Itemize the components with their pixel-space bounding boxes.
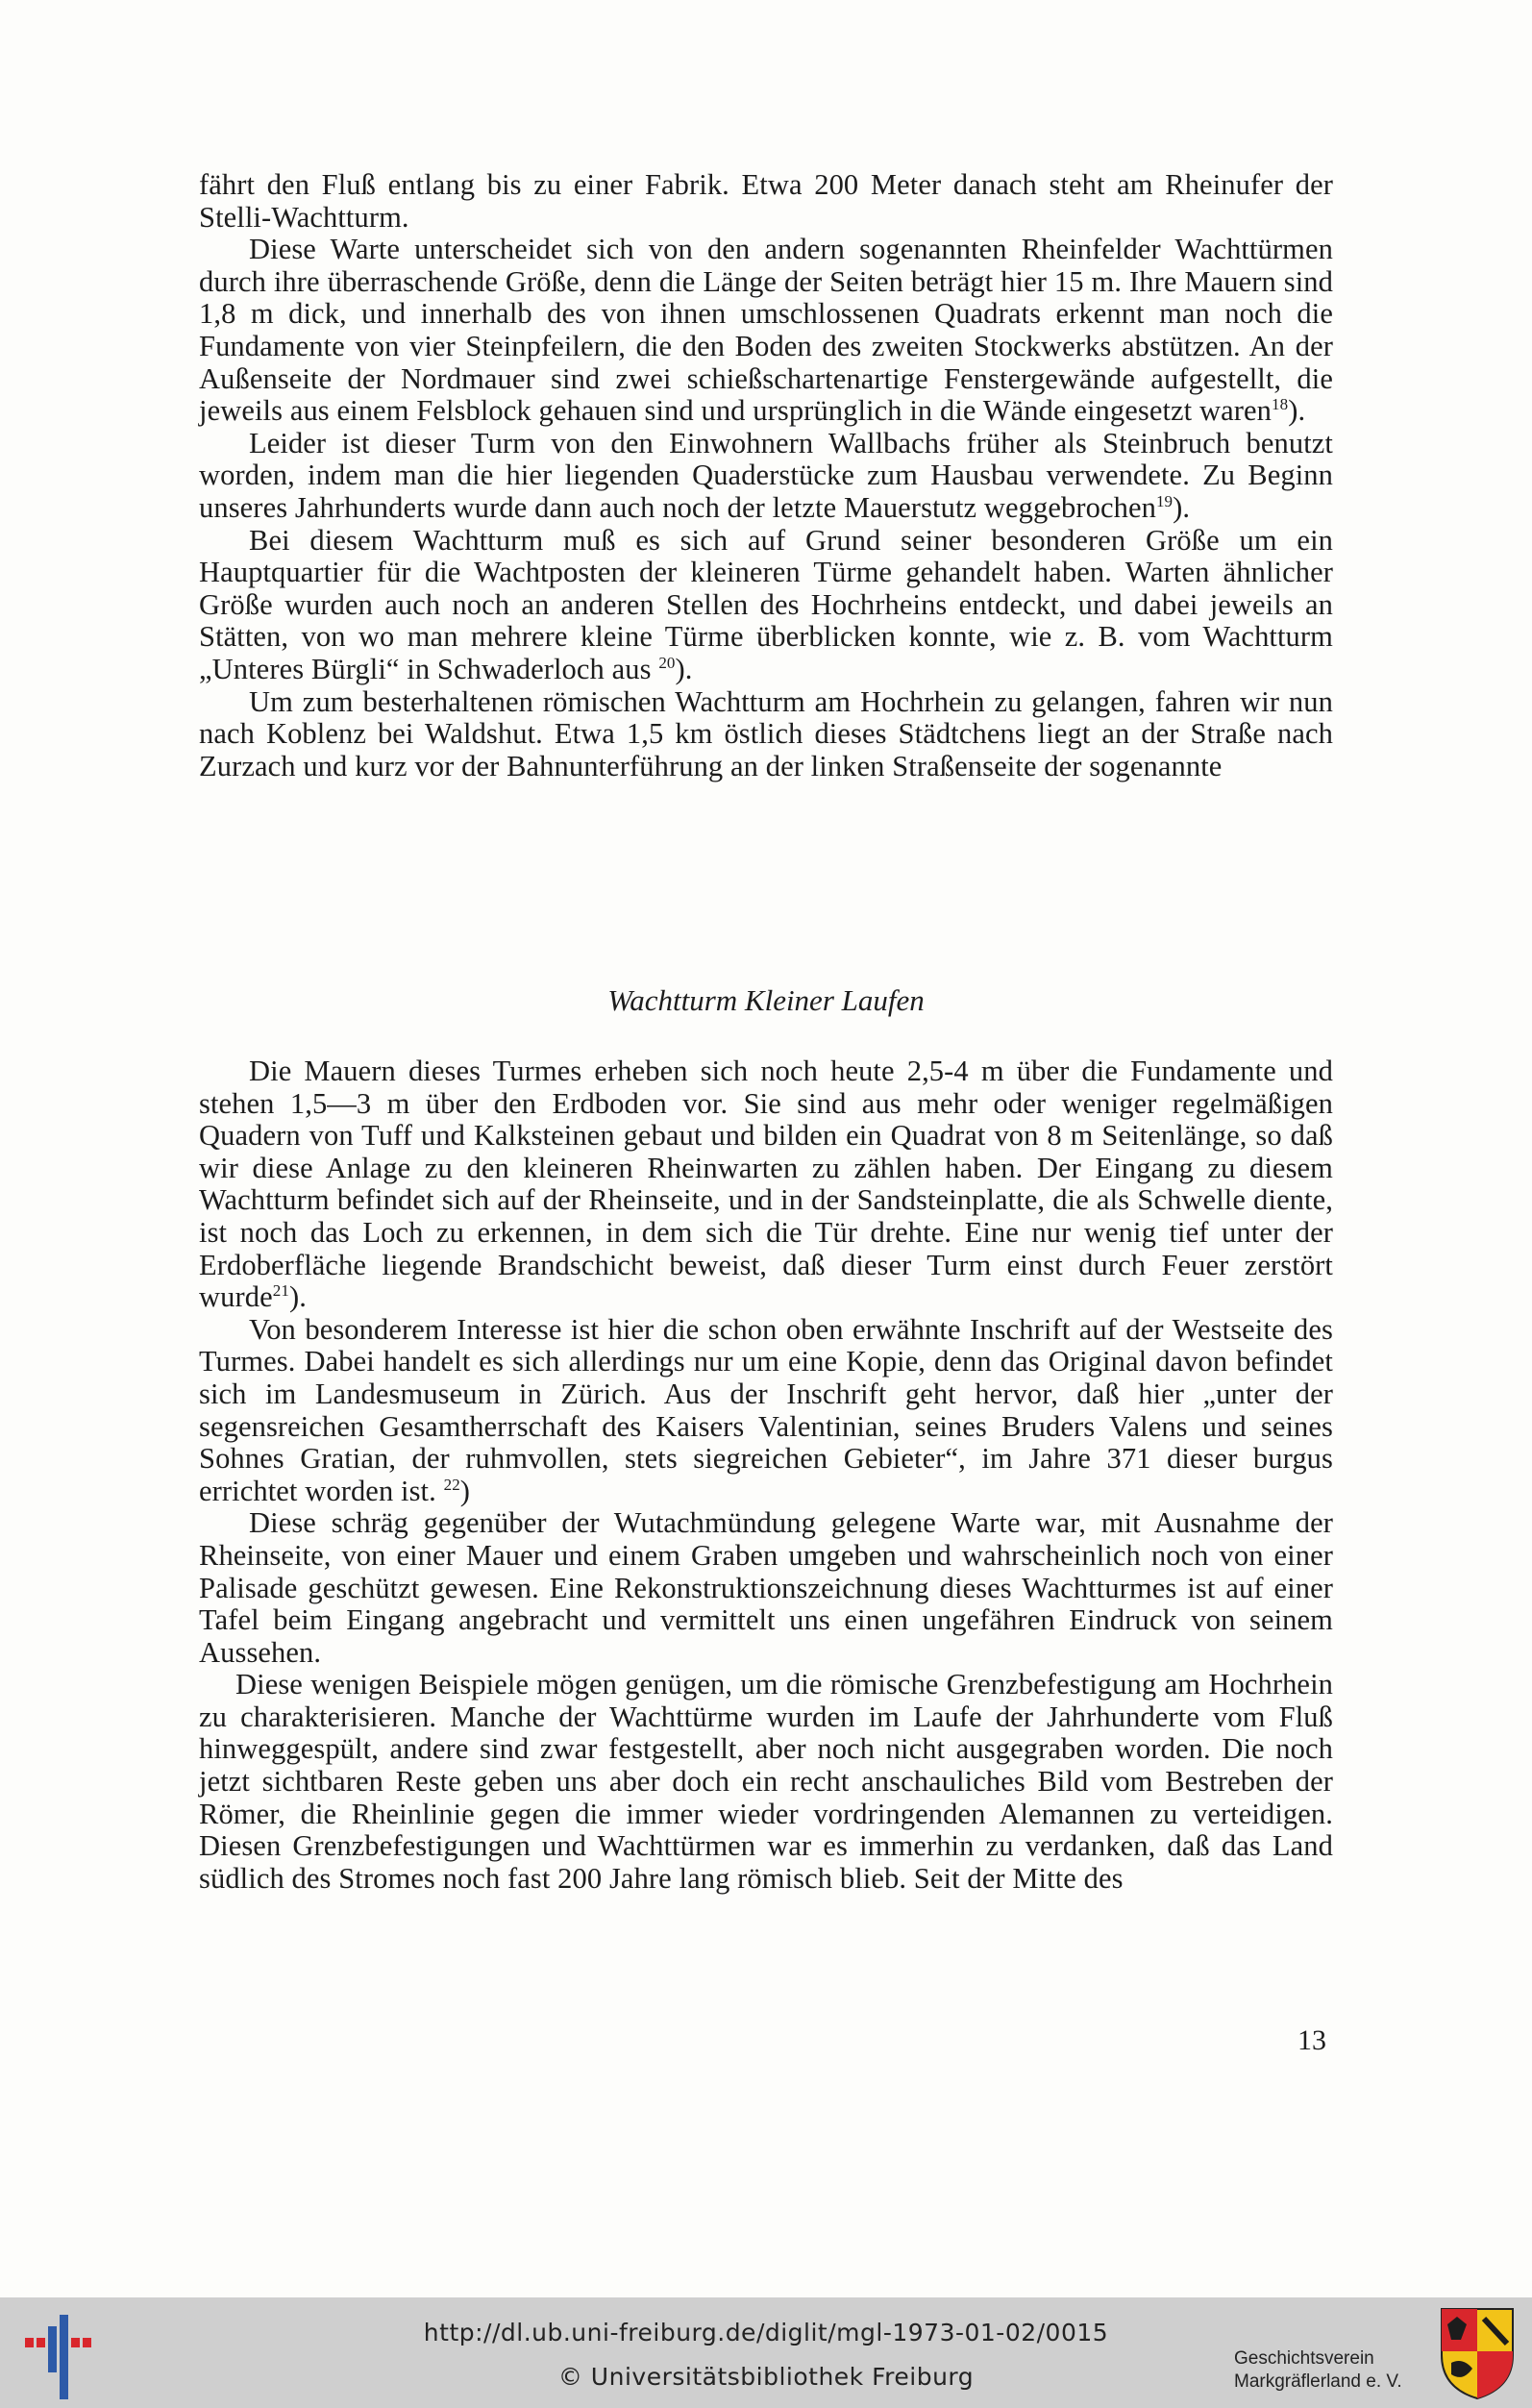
paragraph-9: Diese wenigen Beispiele mögen genügen, um die römische Grenzbefestigung am Hochrhein zu charakterisieren. Manche der Wachttürme wurden im Laufe der Jahrhunderte vom Fluß hinweggespült, andere sind zwar festgestellt, aber noch nicht ausgegraben worden. Die noch jetzt sichtbaren Reste geben uns aber doch ein recht anschauliches Bild vom Bestreben der Römer, die Rheinlinie gegen die immer wieder vordringenden Alemannen zu verteidigen. Diesen Grenzbefestigungen und Wachttürmen war es immerhin zu verdanken, daß das Land südlich des Stromes noch fast 200 Jahre lang römisch blieb. Seit der Mitte des bbox=[199, 1668, 1333, 1895]
footnote-ref: 18 bbox=[1272, 395, 1289, 414]
paragraph-5: Um zum besterhaltenen römischen Wachtturm am Hochrhein zu gelangen, fahren wir nun nach Koblenz bei Waldshut. Etwa 1,5 km östlich dieses Städtchens liegt an der Straße nach Zurzach und kurz vor der Bahnunterführung an der linken Straßenseite der sogenannte bbox=[199, 684, 1333, 782]
society-name bbox=[1234, 2347, 1436, 2394]
paragraph-8: Diese schräg gegenüber der Wutachmündung gelegene Warte war, mit Ausnahme der Rheinseite, von einer Mauer und einem Graben umgeben und wahrscheinlich noch von einer Palisade geschützt gewesen. Eine Rekonstruktionszeichnung dieses Wachtturmes ist auf einer Tafel beim Eingang angebracht und vermittelt uns einen ungefähren Eindruck von seinem Aussehen. bbox=[199, 1506, 1333, 1669]
paragraph-7: Von besonderem Interesse ist hier die schon oben erwähnte Inschrift auf der Westseite des Turmes. Dabei handelt es sich allerdings nur um eine Kopie, denn das Original davon befindet sich im Landesmuseum in Zürich. Aus der Inschrift geht hervor, daß hier „unter der segensreichen Gesamtherrschaft des Kaisers Valentinian, seines Bruders Valens und seines Sohnes Gratian, der ruhmvollen, stets siegreichen Gebieter“, im Jahre 371 dieser burgus errichtet worden ist. $^{22}$) bbox=[199, 1312, 1333, 1507]
section-heading: Wachtturm Kleiner Laufen bbox=[607, 983, 925, 1017]
text-block-upper bbox=[199, 169, 1333, 782]
paragraph-3: Leider ist dieser Turm von den Einwohnern Wallbachs früher als Steinbruch benutzt worden, indem man die hier liegenden Quaderstücke zum Hausbau verwendete. Zu Beginn unseres Jahrhunderts wurde dann auch noch der letzte Mauerstutz weggebrochen$^{19}$). bbox=[199, 426, 1333, 524]
paragraph-2: Diese Warte unterscheidet sich von den andern sogenannten Rheinfelder Wachttürmen durch ihre überraschende Größe, denn die Länge der Seiten beträgt hier 15 m. Ihre Mauern sind 1,8 m dick, und innerhalb des von ihnen umschlossenen Quadrats erkennt man noch die Fundamente von vier Steinpfeilern, die den Boden des zweiten Stockwerks abstützen. An der Außenseite der Nordmauer sind zwei schießschartenartige Fenstergewände aufgestellt, die jeweils aus einem Felsblock gehauen sind und ursprünglich in die Wände eingesetzt waren$^{18}$). bbox=[199, 233, 1333, 428]
footer-url-link[interactable]: http://dl.ub.uni-freiburg.de/diglit/mgl-1973-01-02/0015 bbox=[423, 2319, 1109, 2346]
society-line-2: Markgräflerland e. V. bbox=[1234, 2371, 1402, 2392]
society-line-1: Geschichtsverein bbox=[1234, 2348, 1374, 2369]
paragraph-4: Bei diesem Wachtturm muß es sich auf Grund seiner besonderen Größe um ein Hauptquartier für die Wachtposten der kleineren Türme gehandelt haben. Warten ähnlicher Größe wurden auch noch an anderen Stellen des Hochrheins entdeckt, und dabei jeweils an Stätten, von wo man mehrere kleine Türme überblicken konnte, wie z. B. vom Wachtturm „Unteres Bürgli“ in Schwaderloch aus $^{20}$). bbox=[199, 523, 1333, 685]
paragraph-1: fährt den Fluß entlang bis zu einer Fabrik. Etwa 200 Meter danach steht am Rheinufer der Stelli-Wachtturm. bbox=[199, 168, 1333, 234]
footnote-ref: 22 bbox=[443, 1475, 460, 1494]
paragraph-6: Die Mauern dieses Turmes erheben sich noch heute 2,5-4 m über die Fundamente und stehen 1,5—3 m über den Erdboden vor. Sie sind aus mehr oder weniger regelmäßigen Quadern von Tuff und Kalksteinen gebaut und bilden ein Quadrat von 8 m Seitenlänge, so daß wir diese Anlage zu den kleineren Rheinwarten zu zählen haben. Der Eingang zu diesem Wachtturm befindet sich auf der Rheinseite, und in der Sandsteinplatte, die als Schwelle diente, ist noch das Loch zu erkennen, in dem sich die Tür drehte. Eine nur wenig tief unter der Erdoberfläche liegende Brandschicht beweist, daß dieser Turm einst durch Feuer zerstört wurde$^{21}$). bbox=[199, 1055, 1333, 1314]
text-block-lower bbox=[199, 1055, 1333, 1895]
page-number: 13 bbox=[1297, 2024, 1326, 2056]
footnote-ref: 21 bbox=[272, 1281, 289, 1301]
footnote-ref: 19 bbox=[1155, 491, 1174, 510]
footer-copyright: © Universitätsbibliothek Freiburg bbox=[557, 2363, 975, 2391]
coat-of-arms-icon bbox=[1438, 2305, 1517, 2401]
footnote-ref: 20 bbox=[658, 653, 676, 672]
